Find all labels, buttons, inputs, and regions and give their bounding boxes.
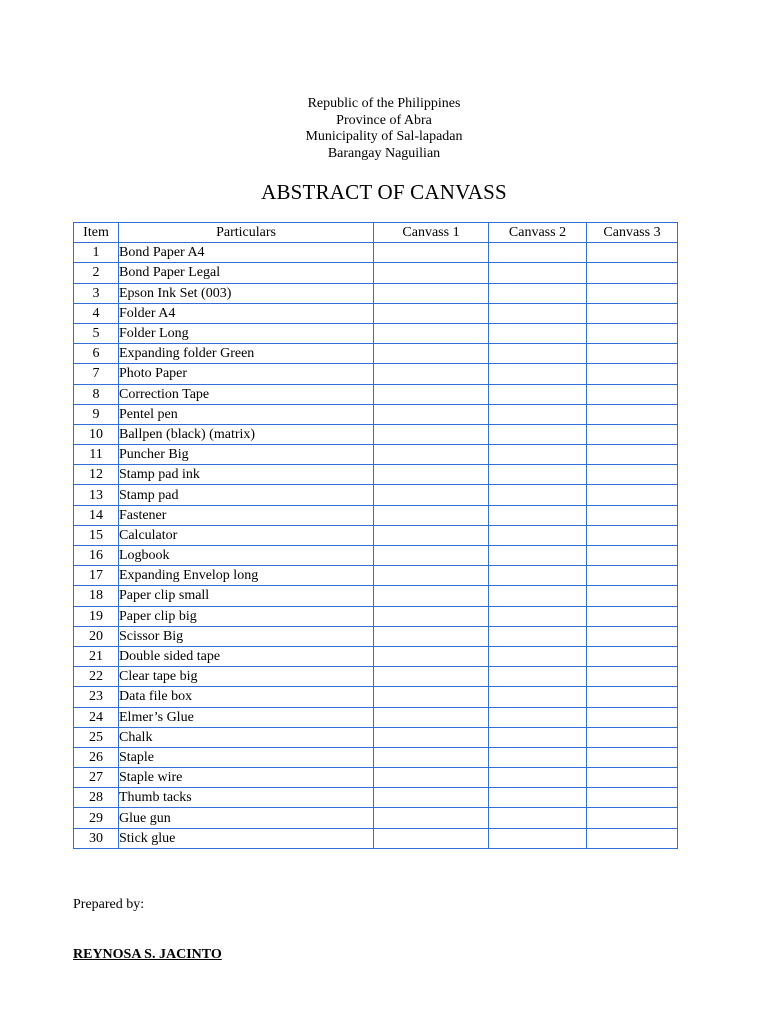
item-number: 24 [74,707,119,727]
item-number: 7 [74,364,119,384]
canvass-3-cell [587,404,678,424]
canvass-3-cell [587,828,678,848]
table-row [74,828,678,848]
item-number: 22 [74,667,119,687]
canvass-3-cell [587,808,678,828]
item-number: 26 [74,747,119,767]
canvass-1-cell [374,283,489,303]
canvass-1-cell [374,747,489,767]
canvass-2-cell [489,687,587,707]
table-row [74,546,678,566]
table-row [74,768,678,788]
canvass-3-cell [587,323,678,343]
canvass-1-cell [374,263,489,283]
canvass-3-cell [587,606,678,626]
item-particular: Epson Ink Set (003) [119,283,374,303]
table-row [74,626,678,646]
canvass-1-cell [374,505,489,525]
canvass-3-cell [587,687,678,707]
table-row [74,445,678,465]
item-number: 19 [74,606,119,626]
canvass-1-cell [374,626,489,646]
item-particular: Paper clip big [119,606,374,626]
canvass-3-cell [587,303,678,323]
canvass-1-cell [374,485,489,505]
canvass-3-cell [587,424,678,444]
table-row [74,485,678,505]
table-row [74,263,678,283]
item-particular: Bond Paper Legal [119,263,374,283]
item-particular: Elmer’s Glue [119,707,374,727]
canvass-1-cell [374,687,489,707]
column-header-canvass-1: Canvass 1 [374,223,489,243]
table-row [74,566,678,586]
table-row [74,243,678,263]
canvass-1-cell [374,727,489,747]
item-number: 25 [74,727,119,747]
canvass-1-cell [374,445,489,465]
canvass-1-cell [374,546,489,566]
item-number: 12 [74,465,119,485]
canvass-1-cell [374,768,489,788]
canvass-1-cell [374,364,489,384]
item-particular: Clear tape big [119,667,374,687]
canvass-1-cell [374,707,489,727]
canvass-2-cell [489,404,587,424]
canvass-1-cell [374,667,489,687]
canvass-2-cell [489,263,587,283]
item-particular: Pentel pen [119,404,374,424]
table-row [74,303,678,323]
item-number: 8 [74,384,119,404]
item-number: 11 [74,445,119,465]
header-republic: Republic of the Philippines [307,96,461,111]
item-particular: Thumb tacks [119,788,374,808]
canvass-3-cell [587,707,678,727]
canvass-2-cell [489,525,587,545]
item-number: 10 [74,424,119,444]
item-number: 27 [74,768,119,788]
table-row [74,606,678,626]
canvass-2-cell [489,384,587,404]
item-particular: Folder A4 [119,303,374,323]
canvass-3-cell [587,768,678,788]
table-row [74,505,678,525]
item-number: 21 [74,646,119,666]
item-particular: Double sided tape [119,646,374,666]
canvass-3-cell [587,727,678,747]
table-row [74,424,678,444]
canvass-1-cell [374,606,489,626]
item-number: 3 [74,283,119,303]
canvass-1-cell [374,303,489,323]
canvass-3-cell [587,384,678,404]
canvass-3-cell [587,344,678,364]
canvass-3-cell [587,243,678,263]
item-number: 18 [74,586,119,606]
canvass-3-cell [587,747,678,767]
item-particular: Expanding Envelop long [119,566,374,586]
canvass-2-cell [489,727,587,747]
canvass-2-cell [489,566,587,586]
item-number: 4 [74,303,119,323]
item-number: 15 [74,525,119,545]
item-particular: Stamp pad ink [119,465,374,485]
canvass-3-cell [587,626,678,646]
canvass-3-cell [587,465,678,485]
table-header-row [74,223,678,243]
canvass-2-cell [489,424,587,444]
item-particular: Bond Paper A4 [119,243,374,263]
item-particular: Staple wire [119,768,374,788]
canvass-2-cell [489,828,587,848]
table-row [74,586,678,606]
item-particular: Correction Tape [119,384,374,404]
canvass-2-cell [489,485,587,505]
item-particular: Chalk [119,727,374,747]
canvass-1-cell [374,566,489,586]
table-row [74,283,678,303]
canvass-2-cell [489,586,587,606]
table-row [74,465,678,485]
table-row [74,344,678,364]
canvass-3-cell [587,485,678,505]
item-number: 29 [74,808,119,828]
item-number: 5 [74,323,119,343]
canvass-2-cell [489,646,587,666]
canvass-2-cell [489,505,587,525]
document-header [0,96,768,162]
canvass-2-cell [489,546,587,566]
item-particular: Ballpen (black) (matrix) [119,424,374,444]
item-number: 20 [74,626,119,646]
table-row [74,707,678,727]
table-row [74,404,678,424]
canvass-1-cell [374,586,489,606]
canvass-1-cell [374,828,489,848]
item-number: 9 [74,404,119,424]
canvass-2-cell [489,344,587,364]
canvass-3-cell [587,667,678,687]
canvass-2-cell [489,626,587,646]
item-number: 28 [74,788,119,808]
canvass-3-cell [587,364,678,384]
item-number: 13 [74,485,119,505]
document-title: ABSTRACT OF CANVASS [261,180,507,204]
canvass-1-cell [374,384,489,404]
item-particular: Scissor Big [119,626,374,646]
table-row [74,646,678,666]
canvass-2-cell [489,707,587,727]
canvass-2-cell [489,788,587,808]
column-header-item: Item [74,223,119,243]
table-body [74,243,678,849]
canvass-1-cell [374,404,489,424]
table-row [74,808,678,828]
canvass-3-cell [587,546,678,566]
canvass-3-cell [587,283,678,303]
item-number: 23 [74,687,119,707]
canvass-1-cell [374,465,489,485]
canvass-3-cell [587,586,678,606]
canvass-1-cell [374,646,489,666]
item-particular: Folder Long [119,323,374,343]
item-particular: Glue gun [119,808,374,828]
column-header-canvass-2: Canvass 2 [489,223,587,243]
canvass-1-cell [374,344,489,364]
table-row [74,747,678,767]
item-particular: Puncher Big [119,445,374,465]
item-number: 6 [74,344,119,364]
item-particular: Expanding folder Green [119,344,374,364]
canvass-2-cell [489,747,587,767]
header-province: Province of Abra [336,112,432,128]
column-header-canvass-3: Canvass 3 [587,223,678,243]
canvass-1-cell [374,323,489,343]
canvass-3-cell [587,263,678,283]
item-particular: Calculator [119,525,374,545]
canvass-2-cell [489,283,587,303]
canvass-1-cell [374,808,489,828]
item-particular: Logbook [119,546,374,566]
canvass-2-cell [489,323,587,343]
table-row [74,384,678,404]
signatory-name: REYNOSA S. JACINTO [73,947,222,962]
canvass-3-cell [587,788,678,808]
table-row [74,687,678,707]
item-particular: Staple [119,747,374,767]
canvass-2-cell [489,303,587,323]
item-particular: Data file box [119,687,374,707]
canvass-3-cell [587,525,678,545]
canvass-3-cell [587,646,678,666]
column-header-particulars: Particulars [119,223,374,243]
canvass-table [73,222,678,849]
item-number: 14 [74,505,119,525]
item-particular: Stick glue [119,828,374,848]
canvass-1-cell [374,243,489,263]
item-particular: Fastener [119,505,374,525]
canvass-2-cell [489,667,587,687]
header-barangay: Barangay Naguilian [327,145,441,161]
prepared-by-label: Prepared by: [73,897,145,912]
item-particular: Stamp pad [119,485,374,505]
table-row [74,525,678,545]
table-row [74,788,678,808]
canvass-2-cell [489,364,587,384]
item-number: 30 [74,828,119,848]
canvass-2-cell [489,243,587,263]
table-row [74,364,678,384]
canvass-3-cell [587,445,678,465]
table-row [74,667,678,687]
canvass-2-cell [489,606,587,626]
item-particular: Paper clip small [119,586,374,606]
item-number: 1 [74,243,119,263]
table-row [74,727,678,747]
canvass-2-cell [489,465,587,485]
item-number: 2 [74,263,119,283]
item-number: 16 [74,546,119,566]
item-particular: Photo Paper [119,364,374,384]
canvass-2-cell [489,808,587,828]
canvass-1-cell [374,525,489,545]
canvass-1-cell [374,788,489,808]
canvass-3-cell [587,566,678,586]
canvass-1-cell [374,424,489,444]
item-number: 17 [74,566,119,586]
canvass-2-cell [489,445,587,465]
canvass-2-cell [489,768,587,788]
canvass-3-cell [587,505,678,525]
header-municipality: Municipality of Sal-lapadan [305,129,463,144]
table-row [74,323,678,343]
